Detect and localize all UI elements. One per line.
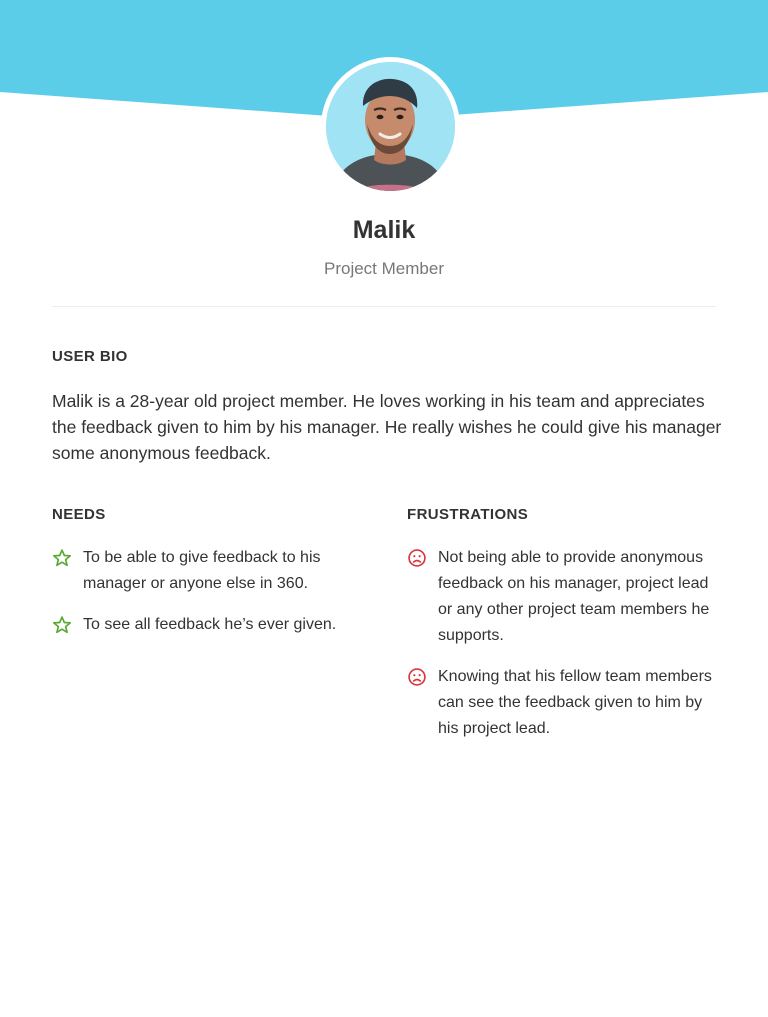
avatar-frame (321, 57, 460, 196)
list-item (407, 664, 727, 742)
list-item (52, 612, 372, 638)
frustration-text: Knowing that his fellow team members can see the feedback given to him by his project lead. (438, 668, 712, 737)
list-item (52, 545, 372, 597)
avatar (326, 62, 455, 191)
star-icon (52, 615, 72, 635)
frustration-text: Not being able to provide anonymous feedback on his manager, project lead or any other project team members he supports. (438, 549, 710, 644)
frustrations-list (407, 545, 727, 757)
list-item (407, 545, 727, 649)
bio-text: Malik is a 28-year old project member. He loves working in his team and appreciates the feedback given to him by his manager. He really wishes he could give his manager some anonymous feedback. (52, 391, 722, 463)
need-text: To see all feedback he’s ever given. (83, 616, 337, 633)
need-text: To be able to give feedback to his manager or anyone else in 360. (83, 549, 321, 592)
frustrations-heading: FRUSTRATIONS (407, 506, 529, 523)
profile-role: Project Member (324, 259, 444, 278)
needs-heading: NEEDS (52, 506, 106, 523)
star-icon (52, 548, 72, 568)
sad-face-icon (407, 548, 427, 568)
sad-face-icon (407, 667, 427, 687)
bio-heading: USER BIO (52, 348, 128, 365)
divider (52, 306, 716, 307)
needs-list (52, 545, 372, 653)
profile-name: Malik (352, 216, 416, 244)
